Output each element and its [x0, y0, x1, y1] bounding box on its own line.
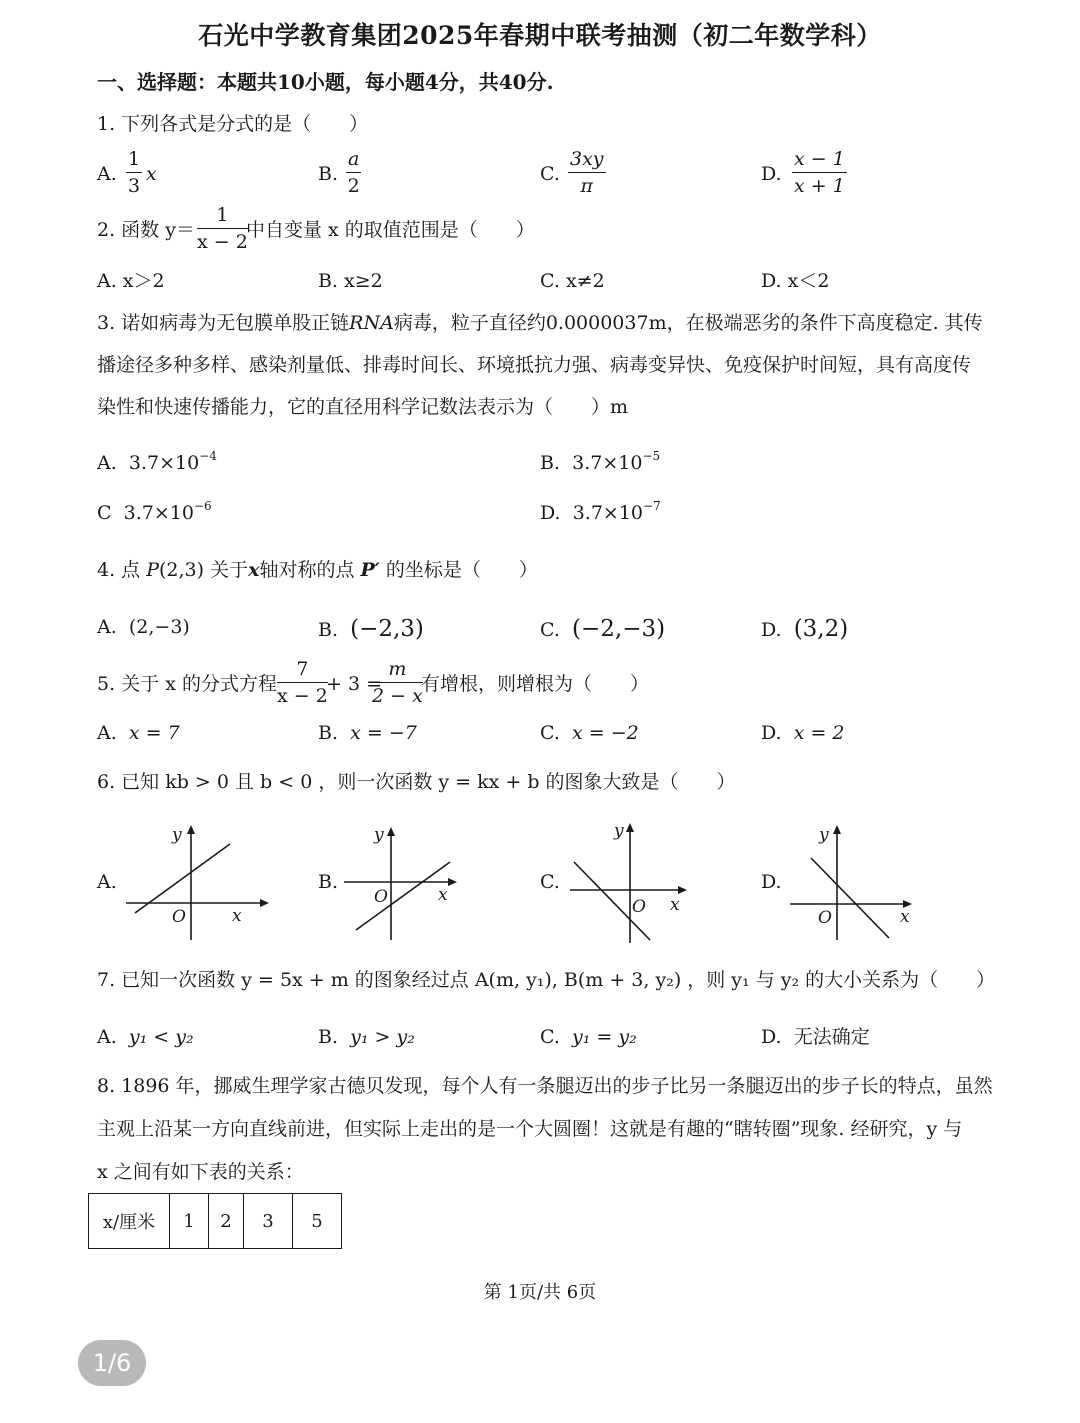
q4-option-b: B. (−2,3) — [318, 616, 424, 642]
table-cell: 3 — [244, 1194, 293, 1249]
q2-option-a: A. x＞2 — [97, 270, 165, 292]
q2-option-b: B. x≥2 — [318, 270, 383, 292]
q7-stem: 7. 已知一次函数 y = 5x + m 的图象经过点 A(m, y₁), B(m + 3, y₂) ，则 y₁ 与 y₂ 的大小关系为（ ） — [97, 969, 996, 991]
q1-option-d-label: D. — [761, 163, 782, 185]
q2-option-c: C. x≠2 — [540, 270, 605, 292]
q5-stem-post: 有增根，则增根为（ ） — [421, 673, 650, 695]
q4-stem: 4. 点 P(2,3) 关于x轴对称的点 P′ 的坐标是（ ） — [97, 559, 538, 581]
q3-option-d: D. $3.7\times 10^{-7}$ — [540, 499, 661, 524]
q7-option-b: B. y₁ > y₂ — [318, 1026, 415, 1048]
page-footer: 第 1页/共 6页 — [483, 1282, 597, 1303]
q1-option-c-fraction: $\frac{3xy}{\pi}$ — [570, 148, 604, 197]
q6-d-x-label: x — [900, 907, 910, 927]
q6-b-y-label: y — [374, 825, 384, 845]
q5-option-c: C. x = −2 — [540, 722, 639, 744]
q2-stem-pre: 2. 函数 y＝ — [97, 219, 195, 241]
q5-option-a: A. x = 7 — [97, 722, 180, 744]
q1-option-a-fraction: $\frac{1}{3}$ — [128, 148, 141, 197]
q6-b-origin-label: O — [374, 887, 388, 907]
q2-fraction: $\frac{1}{x - 2}$ — [197, 204, 248, 253]
q6-graph-c — [560, 818, 700, 948]
q4-option-c: C. (−2,−3) — [540, 616, 666, 642]
q7-option-d: D. 无法确定 — [761, 1026, 870, 1048]
q6-graph-b — [340, 820, 470, 945]
q6-option-b-label: B. — [318, 871, 339, 893]
table-cell: 1 — [170, 1194, 209, 1249]
q8-line1: 8. 1896 年，挪威生理学家古德贝发现，每个人有一条腿迈出的步子比另一条腿迈出的步子长的特点，虽然 — [97, 1075, 993, 1097]
q6-c-x-label: x — [670, 895, 680, 915]
q5-option-d: D. x = 2 — [761, 722, 845, 744]
table-cell: 5 — [293, 1194, 342, 1249]
q3-line1: 3. 诺如病毒为无包膜单股正链RNA病毒，粒子直径约0.0000037m，在极端恶劣的条件下高度稳定. 其传 — [97, 312, 983, 334]
q4-option-d: D. (3,2) — [761, 616, 849, 642]
q2-option-d: D. x＜2 — [761, 270, 830, 292]
q5-fraction-2: $\frac{m}{2 - x}$ — [372, 658, 423, 707]
exam-title: 石光中学教育集团2025年春期中联考抽测（初二年数学科） — [198, 21, 882, 50]
q2-stem-post: 中自变量 x 的取值范围是（ ） — [246, 219, 535, 241]
section-heading: 一、选择题：本题共10小题，每小题4分，共40分. — [97, 70, 554, 94]
q6-a-origin-label: O — [172, 907, 186, 927]
q3-option-b: B. $3.7\times 10^{-5}$ — [540, 449, 661, 474]
q6-option-a-label: A. — [97, 871, 117, 893]
q6-stem: 6. 已知 kb > 0 且 b < 0 ，则一次函数 y = kx + b 的图象大致是（ ） — [97, 771, 736, 793]
q6-a-y-label: y — [172, 825, 182, 845]
table-row — [89, 1194, 342, 1249]
q1-option-b-label: B. — [318, 163, 339, 185]
q6-d-origin-label: O — [818, 908, 832, 928]
q8-line3: x 之间有如下表的关系： — [97, 1161, 304, 1183]
q6-option-c-label: C. — [540, 871, 560, 893]
q1-option-c-label: C. — [540, 163, 560, 185]
q6-option-d-label: D. — [761, 871, 782, 893]
q1-option-a-label: A. — [97, 163, 117, 185]
q4-option-a: A. (2,−3) — [97, 616, 190, 638]
q5-option-b: B. x = −7 — [318, 722, 417, 744]
q7-option-c: C. y₁ = y₂ — [540, 1026, 637, 1048]
q3-line2: 播途径多种多样、感染剂量低、排毒时间长、环境抵抗力强、病毒变异快、免疫保护时间短，具有高度传 — [97, 354, 972, 376]
q6-d-y-label: y — [819, 825, 829, 845]
q6-graph-a — [120, 820, 270, 945]
q8-line2: 主观上沿某一方向直线前进，但实际上走出的是一个大圆圈！这就是有趣的“瞎转圈”现象. 经研究，y 与 — [97, 1118, 963, 1140]
q1-option-d-fraction: $\frac{x - 1}{x + 1}$ — [794, 148, 845, 197]
q5-stem-pre: 5. 关于 x 的分式方程 — [97, 673, 277, 695]
q1-option-a-var: x — [146, 163, 157, 185]
q8-table — [88, 1193, 342, 1249]
q3-line3: 染性和快速传播能力，它的直径用科学记数法表示为（ ）m — [97, 396, 629, 418]
q6-b-x-label: x — [438, 885, 448, 905]
q3-option-a: A. $3.7\times 10^{-4}$ — [97, 449, 217, 474]
page-indicator-badge[interactable]: 1/6 — [78, 1340, 146, 1386]
q6-c-y-label: y — [614, 821, 624, 841]
table-cell: x/厘米 — [89, 1194, 170, 1249]
q3-option-c: C $3.7\times 10^{-6}$ — [97, 499, 212, 524]
q5-stem-mid: + 3 = — [326, 673, 383, 695]
q1-option-b-fraction: $\frac{a}{2}$ — [347, 148, 360, 197]
table-cell: 2 — [209, 1194, 244, 1249]
q5-fraction-1: $\frac{7}{x - 2}$ — [277, 658, 328, 707]
q6-graph-d — [785, 820, 925, 945]
q6-c-origin-label: O — [632, 897, 646, 917]
q7-option-a: A. y₁ < y₂ — [97, 1026, 194, 1048]
q6-a-x-label: x — [232, 906, 242, 926]
q1-stem: 1. 下列各式是分式的是（ ） — [97, 113, 369, 135]
